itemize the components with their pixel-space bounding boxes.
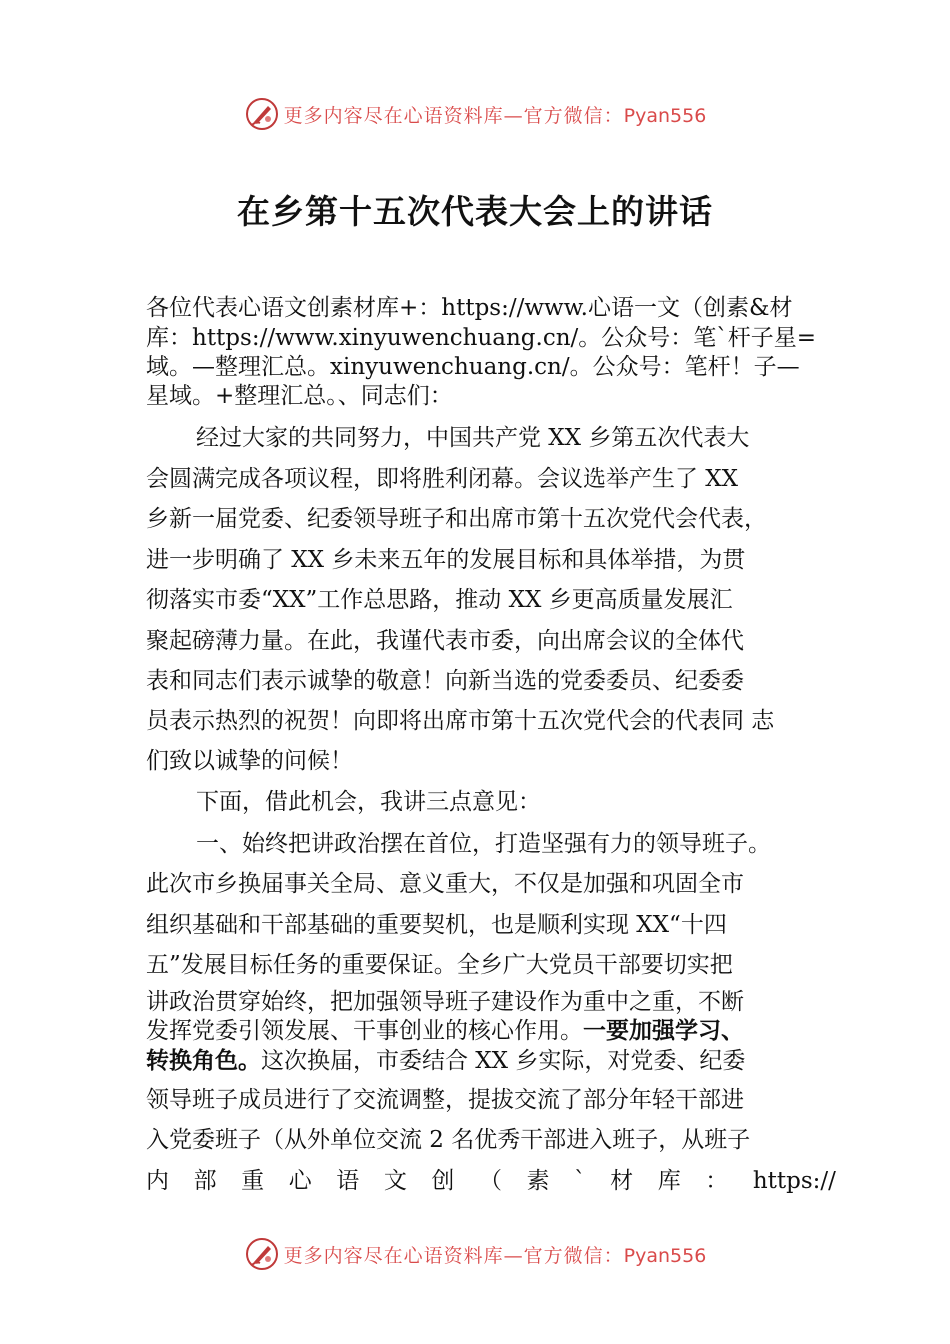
text-line: 进一步明确了 XX 乡未来五年的发展目标和具体举措，为贯 (146, 547, 746, 573)
char: 素 (526, 1168, 550, 1194)
char: 心 (288, 1168, 312, 1194)
banner-text: 更多内容尽在心语资料库—官方微信：Pyan556 (283, 1244, 707, 1267)
section-heading: 一、始终把讲政治摆在首位，打造坚强有力的领导班子。 (196, 831, 771, 857)
char: 库 (657, 1168, 681, 1194)
text-line: 们致以诚挚的问候！ (146, 748, 353, 774)
text-line: 员表示热烈的祝贺！向即将出席市第十五次党代会的代表同 志 (146, 708, 775, 734)
text-line: 各位代表心语文创素材库+：https://www.心语一文（创素&材 (146, 295, 793, 321)
char: ` (574, 1168, 586, 1194)
text-normal: 这次换届，市委结合 XX 乡实际，对党委、纪委 (261, 1048, 746, 1074)
char: 部 (193, 1168, 217, 1194)
text-line: 聚起磅薄力量。在此，我谨代表市委，向出席会议的全体代 (146, 628, 744, 654)
char: 材 (610, 1168, 634, 1194)
footer-watermark-banner (0, 1232, 950, 1276)
justified-line (146, 1166, 836, 1196)
text-line: 乡新一届党委、纪委领导班子和出席市第十五次党代会代表， (146, 506, 767, 532)
text-line: 领导班子成员进行了交流调整，提拔交流了部分年轻干部进 (146, 1087, 744, 1113)
text-line: 库：https://www.xinyuwenchuang.cn/。公众号：笔`杆子星= (146, 325, 817, 351)
text-line: 彻落实市委“XX”工作总思路，推动 XX 乡更高质量发展汇 (146, 587, 733, 613)
char: 重 (241, 1168, 265, 1194)
char: 内 (146, 1168, 169, 1194)
char: 语 (336, 1168, 360, 1194)
char: （ (478, 1168, 502, 1194)
text-line: 表和同志们表示诚挚的敬意！向新当选的党委委员、纪委委 (146, 668, 744, 694)
text-line (146, 1046, 836, 1076)
text-line: 此次市乡换届事关全局、意义重大，不仅是加强和巩固全市 (146, 871, 744, 897)
page-title: 在乡第十五次代表大会上的讲话 (237, 192, 713, 231)
pen-logo-icon (244, 1236, 280, 1272)
char: https:// (752, 1168, 836, 1194)
text-line: 会圆满完成各项议程，即将胜利闭幕。会议选举产生了 XX (146, 466, 739, 492)
bold-heading: 一要加强学习、 (583, 1018, 744, 1044)
text-line: 下面，借此机会，我讲三点意见： (196, 789, 541, 815)
text-line: 组织基础和干部基础的重要契机，也是顺利实现 XX“十四 (146, 912, 727, 938)
text-line: 五”发展目标任务的重要保证。全乡广大党员干部要切实把 (146, 952, 733, 978)
text-line (146, 1016, 836, 1046)
bold-heading: 转换角色。 (146, 1048, 261, 1074)
pen-logo-icon (244, 96, 280, 132)
char: 创 (431, 1168, 455, 1194)
char: 文 (383, 1168, 407, 1194)
text-line: 讲政治贯穿始终，把加强领导班子建设作为重中之重，不断 (146, 989, 744, 1015)
wechat-id: Pyan556 (623, 1244, 707, 1267)
text-line: 经过大家的共同努力，中国共产党 XX 乡第五次代表大 (196, 425, 750, 451)
text-normal: 发挥党委引领发展、干事创业的核心作用。 (146, 1018, 583, 1044)
text-line: 入党委班子（从外单位交流 2 名优秀干部进入班子，从班子 (146, 1127, 751, 1153)
banner-text: 更多内容尽在心语资料库—官方微信：Pyan556 (283, 104, 707, 127)
header-watermark-banner (0, 92, 950, 136)
wechat-id: Pyan556 (623, 104, 707, 127)
char: ： (705, 1168, 729, 1194)
text-line: 星域。+整理汇总。、同志们： (146, 383, 453, 409)
text-line: 域。—整理汇总。xinyuwenchuang.cn/。公众号：笔杆！子— (146, 354, 800, 380)
